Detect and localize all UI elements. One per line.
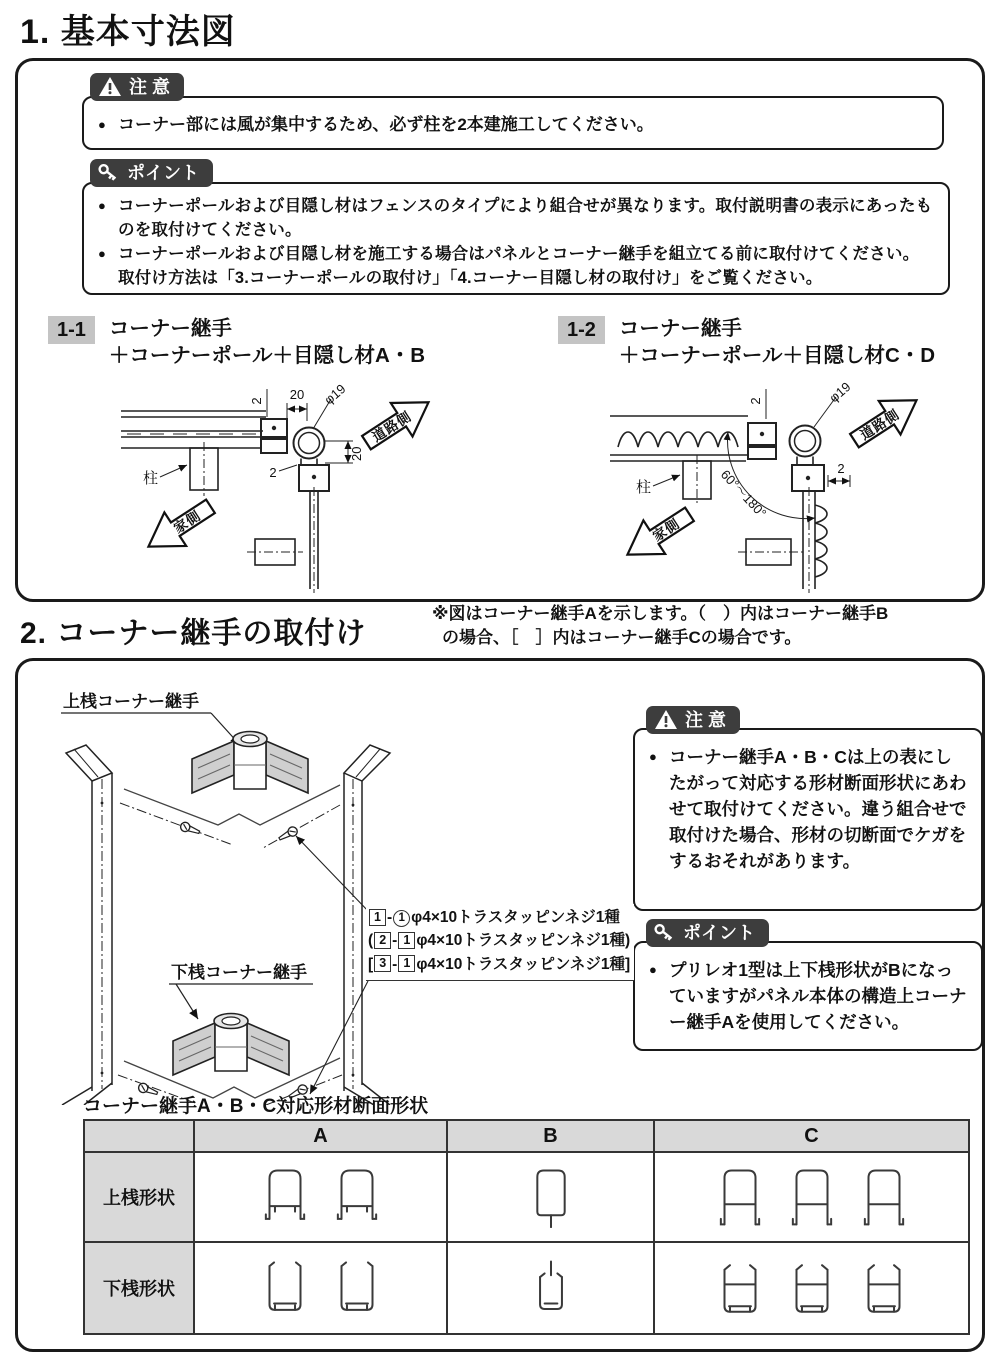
subsection-1-2-heading [558,316,935,369]
boxed-number: 3 [374,955,391,972]
point-badge-1 [90,159,213,187]
boxed-number: 1 [398,932,415,949]
dim-2-right: 2 [837,461,845,476]
dim-2-top: 2 [249,397,264,405]
point-badge-2 [646,919,769,947]
section1-box [15,58,985,602]
profile-table-title: コーナー継手A・B・C対応形材断面形状 [83,1096,429,1117]
upper-rail-profile-b [528,1166,574,1228]
dim-dia19: φ19 [826,379,854,406]
upper-rail-profile-c [861,1166,907,1228]
cell-lower-b [447,1242,654,1334]
corner-joint-diagram [28,673,643,1105]
dim-2-mid: 2 [269,465,277,480]
point-text-1: コーナーポールおよび目隠し材はフェンスのタイプにより組合せが異なります。取付説明書の表示にあったものを取付けてください。 [118,197,933,239]
point-bullet-row-2 [98,242,934,290]
key-icon [98,163,120,183]
point-text-3: プリレオ1型は上下桟形状がBになっていますがパネル本体の構造上コーナー継手Aを使用してください。 [669,960,967,1032]
house-side-arrow-label: 家側 [650,515,683,545]
lower-corner-joint [173,1014,289,1076]
column-header-b: B [447,1120,654,1152]
road-side-arrow-label: 道路側 [369,408,415,445]
diagram-1-2 [598,379,988,595]
point-box-1 [82,182,950,295]
caution-text-2: コーナー継手A・B・Cは上の表にしたがって対応する形材断面形状にあわせて取付けてください。違う組合せで取付けた場合、形材の切断面でケガをするおそれがあります。 [669,747,967,871]
road-side-arrow [844,384,928,458]
subsection-1-2-title [619,316,935,369]
subsection-1-1-title [109,316,425,369]
point-text-2: コーナーポールおよび目隠し材を施工する場合はパネルとコーナー継手を組立てる前に取付けてください。取付け方法は「3.コーナーポールの取付け」「4.コーナー目隠し材の取付け」をご覧ください。 [118,245,920,287]
house-side-arrow [617,498,701,572]
house-side-arrow-label: 家側 [171,507,204,537]
table-row-upper-rail [84,1152,969,1242]
upper-rail-profile-c [789,1166,835,1228]
table-row-lower-rail [84,1242,969,1334]
section2-note-line1: ※図はコーナー継手Aを示します。（ ）内はコーナー継手B [432,604,889,623]
bullet-glyph: ● [98,246,106,261]
table-header-row [84,1120,969,1152]
key-icon [654,923,676,943]
screw-notes [366,904,634,981]
screw-note-line-3: [ 3 - 1 φ4×10トラスタッピンネジ1種] [368,955,631,973]
circled-number: 1 [393,910,410,927]
boxed-number: 2 [374,932,391,949]
subsection-1-2-title-line1: コーナー継手 [618,317,742,340]
dim-20-right: 20 [349,446,364,461]
lower-rail-profile-c [861,1257,907,1319]
lower-rail-profile-b [528,1257,574,1319]
caution-badge-2 [646,706,740,734]
caution-badge-1-label: 注 意 [129,77,171,97]
cell-lower-a [194,1242,447,1334]
lower-rail-profile-a [334,1257,380,1319]
screw-icon [179,821,201,837]
cell-upper-a [194,1152,447,1242]
column-header-c: C [654,1120,969,1152]
lower-rail-profile-c [717,1257,763,1319]
warning-icon [654,709,678,731]
screw-note-line-2: ( 2 - 1 φ4×10トラスタッピンネジ1種) [368,932,631,950]
dim-2-top: 2 [748,397,763,405]
lower-joint-label: 下桟コーナー継手 [171,963,307,982]
point-badge-1-label: ポイント [127,163,199,183]
caution-bullet-row [98,113,654,137]
point-bullet-row [649,957,967,1035]
profile-table [83,1119,970,1335]
table-corner-cell [84,1120,194,1152]
lower-rail-profile-c [789,1257,835,1319]
caution-badge-2-label: 注 意 [685,710,727,730]
lower-rail-profile-a [262,1257,308,1319]
dim-angle: 60°～180° [717,466,770,521]
section2-box [15,658,985,1352]
subsection-1-2-title-line2: ＋コーナーポール＋目隠し材C・D [618,343,936,367]
boxed-number: 1 [369,909,386,926]
house-side-arrow [138,490,222,564]
bullet-glyph: ● [649,749,657,764]
caution-badge-1 [90,73,184,101]
point-badge-2-label: ポイント [683,923,755,943]
section2-note-line2: の場合、［ ］内はコーナー継手Cの場合です。 [442,627,802,647]
upper-joint-label: 上桟コーナー継手 [63,692,199,711]
upper-rail-profile-a [334,1166,380,1228]
warning-icon [98,76,122,98]
screw-note-line-1: 1 - 1 φ4×10トラスタッピンネジ1種 [368,906,630,929]
point-bullet-row-1 [98,194,934,242]
cell-upper-b [447,1152,654,1242]
row-header-lower: 下桟形状 [84,1242,194,1334]
dim-20-top: 20 [289,387,305,402]
subsection-1-1-title-line1: コーナー継手 [108,317,232,340]
upper-corner-joint [192,732,308,794]
screw-icon [277,825,299,843]
section1-heading: 1. 基本寸法図 [20,13,236,51]
caution-text-1: コーナー部には風が集中するため、必ず柱を2本建施工してください。 [118,115,654,134]
subsection-1-1-title-line2: ＋コーナーポール＋目隠し材A・B [108,343,426,367]
upper-rail-profile-a [262,1166,308,1228]
post-label: 柱 [143,470,159,487]
section2-note [432,602,988,650]
dim-dia19: φ19 [321,381,349,408]
point-box-2 [633,941,983,1051]
subsection-1-2-number: 1-2 [558,316,605,344]
row-header-upper: 上桟形状 [84,1152,194,1242]
section2-heading: 2. コーナー継手の取付け [20,617,367,650]
bullet-glyph: ● [649,962,657,977]
column-header-a: A [194,1120,447,1152]
cell-upper-c [654,1152,969,1242]
bullet-glyph: ● [98,198,106,213]
subsection-1-1-number: 1-1 [48,316,95,344]
bullet-glyph: ● [98,117,106,132]
caution-bullet-row [649,744,967,874]
upper-rail-profile-c [717,1166,763,1228]
cell-lower-c [654,1242,969,1334]
diagram-1-1 [103,379,465,595]
subsection-1-1-heading [48,316,425,369]
road-side-arrow [356,386,440,460]
caution-box-2 [633,728,983,911]
road-side-arrow-label: 道路側 [857,406,903,443]
boxed-number: 1 [398,955,415,972]
post-label: 柱 [636,479,652,496]
caution-box-1 [82,96,944,150]
